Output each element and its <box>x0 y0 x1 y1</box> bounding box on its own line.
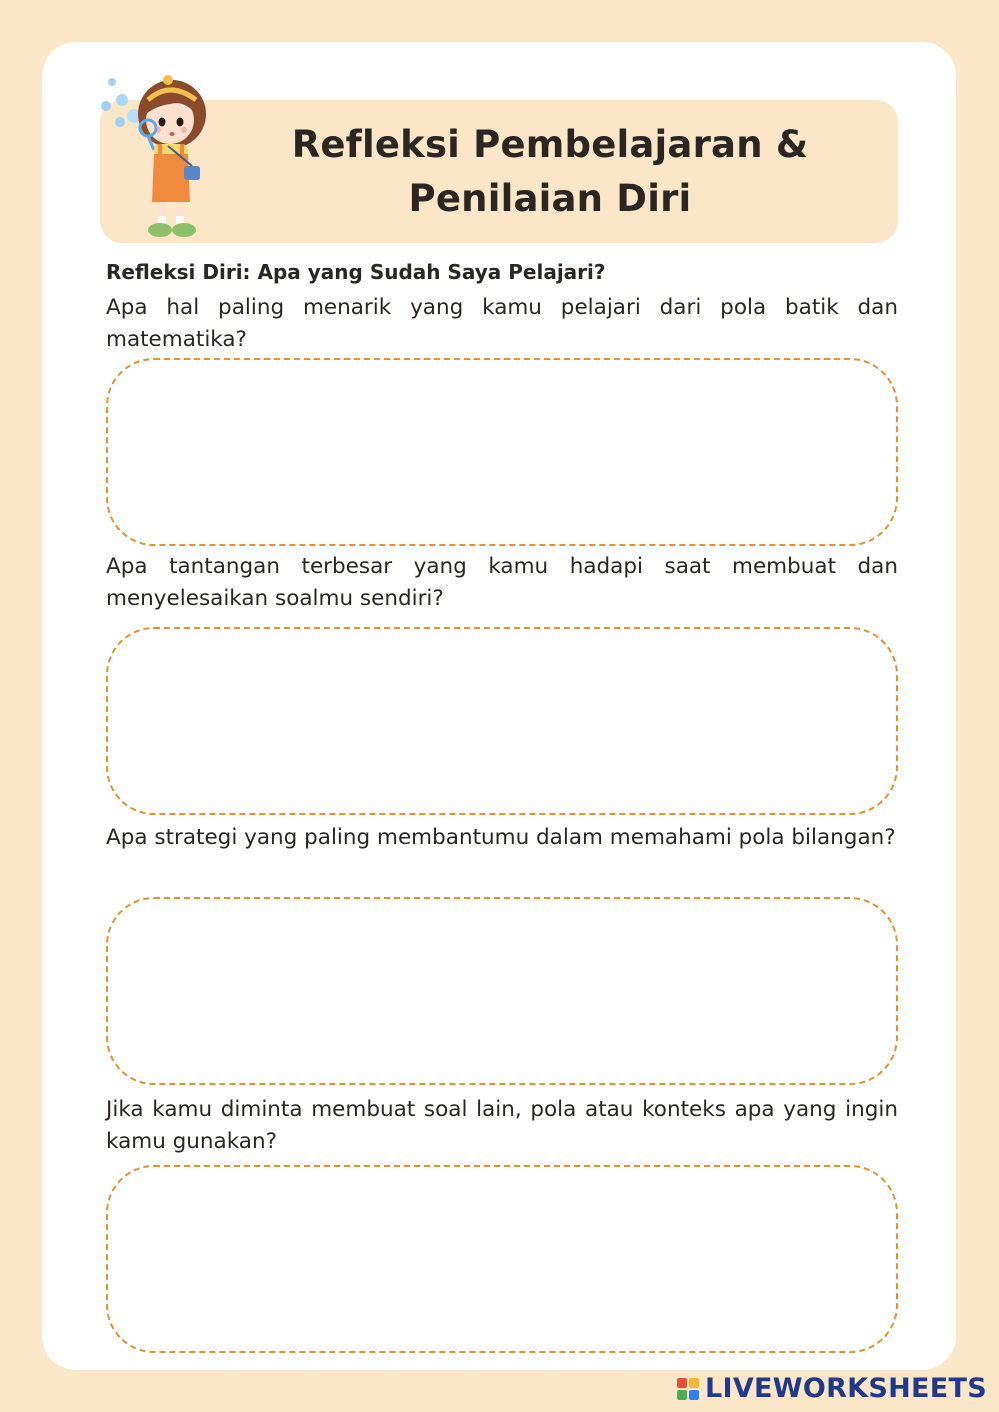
answer-box-1[interactable] <box>106 358 898 546</box>
question-2: Apa tantangan terbesar yang kamu hadapi saat membuat dan menyelesaikan soalmu sendiri? <box>106 554 898 611</box>
brand-name: LIVEWORKSHEETS <box>704 1373 987 1404</box>
question-1: Apa hal paling menarik yang kamu pelajari dari pola batik dan matematika? <box>106 295 898 352</box>
answer-box-2[interactable] <box>106 627 898 815</box>
section-heading: Refleksi Diri: Apa yang Sudah Saya Pelajari? <box>106 260 606 284</box>
page-title-line-2: Penilaian Diri <box>408 176 692 220</box>
page-title <box>200 100 900 243</box>
answer-box-3[interactable] <box>106 897 898 1085</box>
question-4: Jika kamu diminta membuat soal lain, pola atau konteks apa yang ingin kamu gunakan? <box>106 1097 898 1154</box>
answer-box-4[interactable] <box>106 1165 898 1353</box>
question-3: Apa strategi yang paling membantumu dalam memahami pola bilangan? <box>106 825 896 850</box>
liveworksheets-logo[interactable] <box>677 1373 987 1404</box>
page-title-line-1: Refleksi Pembelajaran & <box>291 122 809 166</box>
liveworksheets-logo-icon <box>677 1378 699 1400</box>
